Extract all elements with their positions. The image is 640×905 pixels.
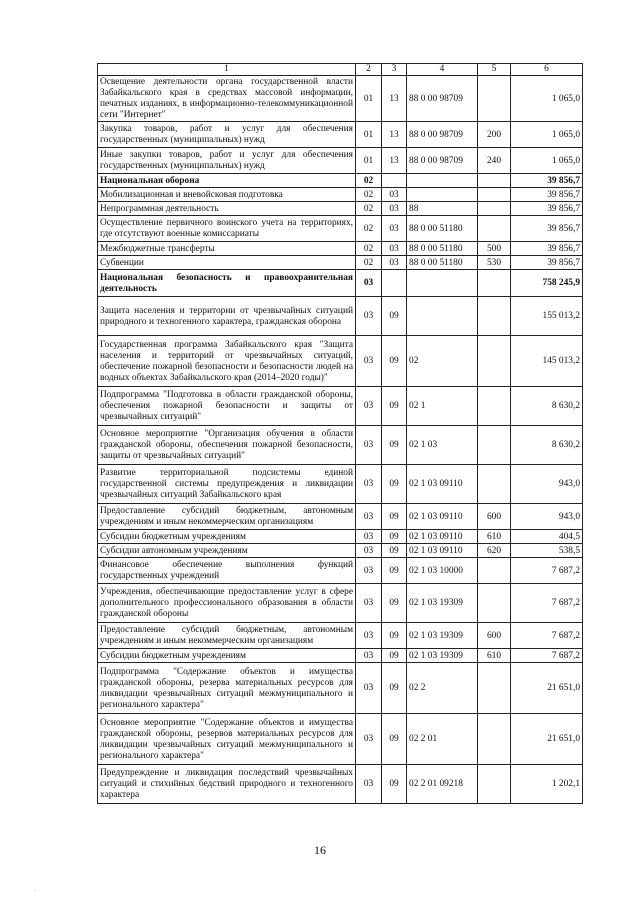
row-target-article-cell: 88 0 00 51180	[407, 256, 478, 270]
row-section-cell: 03	[356, 765, 382, 804]
row-name-cell: Субсидии автономным учреждениям	[98, 544, 356, 558]
table-row	[98, 465, 583, 504]
row-name-cell: Субвенции	[98, 256, 356, 270]
table-row	[98, 336, 583, 387]
table-row	[98, 270, 583, 297]
table-row	[98, 122, 583, 148]
row-subsection-cell	[382, 174, 407, 188]
row-section-cell: 03	[356, 663, 382, 714]
table-row	[98, 663, 583, 714]
row-target-article-cell	[407, 270, 478, 297]
row-name-cell: Подпрограмма "Содержание объектов и имущества гражданской обороны, резерва материальных ресурсов для ликвидации чрезвычайных ситуаций межмуниципального и регионального характера"	[98, 663, 356, 714]
row-section-cell: 03	[356, 649, 382, 663]
row-section-cell: 02	[356, 188, 382, 202]
row-amount-cell: 39 856,7	[511, 188, 583, 202]
row-section-cell: 03	[356, 297, 382, 336]
row-subsection-cell: 09	[382, 558, 407, 584]
row-target-article-cell: 02 1 03 10000	[407, 558, 478, 584]
row-section-cell: 01	[356, 76, 382, 122]
row-expense-type-cell: 600	[478, 623, 511, 649]
table-row	[98, 242, 583, 256]
header-cell-1: 1	[98, 64, 356, 76]
row-amount-cell: 7 687,2	[511, 623, 583, 649]
table-header	[98, 64, 583, 76]
row-expense-type-cell: 200	[478, 122, 511, 148]
row-expense-type-cell	[478, 663, 511, 714]
header-cell-6: 6	[511, 64, 583, 76]
row-section-cell: 03	[356, 544, 382, 558]
row-section-cell: 03	[356, 387, 382, 426]
row-expense-type-cell	[478, 714, 511, 765]
row-target-article-cell: 02 1 03 09110	[407, 530, 478, 544]
row-subsection-cell: 13	[382, 148, 407, 174]
row-section-cell: 03	[356, 714, 382, 765]
row-target-article-cell: 88	[407, 202, 478, 216]
row-subsection-cell: 09	[382, 465, 407, 504]
row-name-cell: Защита населения и территории от чрезвычайных ситуаций природного и техногенного характера, гражданская оборона	[98, 297, 356, 336]
row-target-article-cell: 02 2	[407, 663, 478, 714]
row-subsection-cell: 03	[382, 256, 407, 270]
margin-mark: ·	[34, 888, 36, 894]
table-row	[98, 504, 583, 530]
header-cell-5: 5	[478, 64, 511, 76]
header-row	[98, 64, 583, 76]
row-name-cell: Закупка товаров, работ и услуг для обеспечения государственных (муниципальных) нужд	[98, 122, 356, 148]
row-expense-type-cell: 610	[478, 649, 511, 663]
table-row	[98, 530, 583, 544]
row-section-cell: 03	[356, 584, 382, 623]
row-subsection-cell: 09	[382, 530, 407, 544]
row-expense-type-cell: 500	[478, 242, 511, 256]
row-amount-cell: 145 013,2	[511, 336, 583, 387]
table-row	[98, 148, 583, 174]
row-subsection-cell: 03	[382, 202, 407, 216]
row-section-cell: 02	[356, 202, 382, 216]
row-subsection-cell: 09	[382, 714, 407, 765]
row-name-cell: Освещение деятельности органа государственной власти Забайкальского края в средствах массовой информации, печатных изданиях, в информационно-телекоммуникационной сети "Интернет"	[98, 76, 356, 122]
row-expense-type-cell	[478, 387, 511, 426]
row-amount-cell: 1 065,0	[511, 76, 583, 122]
row-section-cell: 02	[356, 216, 382, 242]
table-row	[98, 558, 583, 584]
row-subsection-cell: 09	[382, 297, 407, 336]
row-amount-cell: 7 687,2	[511, 649, 583, 663]
row-subsection-cell: 13	[382, 76, 407, 122]
row-section-cell: 03	[356, 504, 382, 530]
row-target-article-cell	[407, 174, 478, 188]
table-row	[98, 188, 583, 202]
row-amount-cell: 538,5	[511, 544, 583, 558]
row-amount-cell: 39 856,7	[511, 174, 583, 188]
row-amount-cell: 39 856,7	[511, 216, 583, 242]
row-subsection-cell: 09	[382, 649, 407, 663]
row-target-article-cell: 02 1 03 19309	[407, 623, 478, 649]
row-expense-type-cell: 620	[478, 544, 511, 558]
row-section-cell: 01	[356, 148, 382, 174]
row-name-cell: Национальная оборона	[98, 174, 356, 188]
header-cell-4: 4	[407, 64, 478, 76]
row-target-article-cell: 02 1	[407, 387, 478, 426]
row-amount-cell: 8 630,2	[511, 426, 583, 465]
row-target-article-cell: 02	[407, 336, 478, 387]
row-amount-cell: 39 856,7	[511, 202, 583, 216]
table-row	[98, 256, 583, 270]
header-cell-3: 3	[382, 64, 407, 76]
row-expense-type-cell	[478, 297, 511, 336]
row-expense-type-cell	[478, 270, 511, 297]
row-expense-type-cell	[478, 174, 511, 188]
row-amount-cell: 155 013,2	[511, 297, 583, 336]
row-expense-type-cell: 240	[478, 148, 511, 174]
table-row	[98, 297, 583, 336]
row-target-article-cell: 88 0 00 51180	[407, 216, 478, 242]
row-name-cell: Предупреждение и ликвидация последствий чрезвычайных ситуаций и стихийных бедствий природного и техногенного характера	[98, 765, 356, 804]
row-subsection-cell: 09	[382, 504, 407, 530]
row-subsection-cell: 09	[382, 336, 407, 387]
row-name-cell: Развитие территориальной подсистемы единой государственной системы предупреждения и ликвидации чрезвычайных ситуаций Забайкальского края	[98, 465, 356, 504]
table-row	[98, 426, 583, 465]
row-target-article-cell	[407, 297, 478, 336]
row-section-cell: 02	[356, 174, 382, 188]
row-name-cell: Непрограммная деятельность	[98, 202, 356, 216]
row-target-article-cell: 02 2 01 09218	[407, 765, 478, 804]
row-name-cell: Осуществление первичного воинского учета на территориях, где отсутствуют военные комиссариаты	[98, 216, 356, 242]
row-target-article-cell: 02 1 03	[407, 426, 478, 465]
row-expense-type-cell	[478, 202, 511, 216]
row-amount-cell: 21 651,0	[511, 663, 583, 714]
row-subsection-cell: 09	[382, 584, 407, 623]
table-row	[98, 765, 583, 804]
row-expense-type-cell	[478, 216, 511, 242]
row-subsection-cell: 03	[382, 216, 407, 242]
row-amount-cell: 7 687,2	[511, 558, 583, 584]
header-cell-2: 2	[356, 64, 382, 76]
row-name-cell: Финансовое обеспечение выполнения функций государственных учреждений	[98, 558, 356, 584]
row-amount-cell: 39 856,7	[511, 242, 583, 256]
row-expense-type-cell	[478, 76, 511, 122]
table-row	[98, 544, 583, 558]
row-subsection-cell: 09	[382, 623, 407, 649]
row-subsection-cell: 09	[382, 544, 407, 558]
row-amount-cell: 1 065,0	[511, 148, 583, 174]
row-target-article-cell: 88 0 00 51180	[407, 242, 478, 256]
row-section-cell: 03	[356, 465, 382, 504]
row-subsection-cell: 09	[382, 663, 407, 714]
row-name-cell: Межбюджетные трансферты	[98, 242, 356, 256]
table-row	[98, 584, 583, 623]
row-target-article-cell: 02 2 01	[407, 714, 478, 765]
row-subsection-cell: 03	[382, 188, 407, 202]
row-section-cell: 03	[356, 336, 382, 387]
row-amount-cell: 943,0	[511, 504, 583, 530]
table-row	[98, 714, 583, 765]
row-amount-cell: 1 202,1	[511, 765, 583, 804]
row-section-cell: 03	[356, 530, 382, 544]
row-name-cell: Подпрограмма "Подготовка в области гражданской обороны, обеспечения пожарной безопасности и защиты от чрезвычайных ситуаций"	[98, 387, 356, 426]
row-amount-cell: 1 065,0	[511, 122, 583, 148]
row-name-cell: Иные закупки товаров, работ и услуг для обеспечения государственных (муниципальных) нужд	[98, 148, 356, 174]
table-row	[98, 387, 583, 426]
row-expense-type-cell: 610	[478, 530, 511, 544]
row-target-article-cell: 88 0 00 98709	[407, 76, 478, 122]
row-target-article-cell: 02 1 03 19309	[407, 584, 478, 623]
row-subsection-cell: 13	[382, 122, 407, 148]
row-section-cell: 03	[356, 623, 382, 649]
row-subsection-cell: 09	[382, 387, 407, 426]
row-section-cell: 03	[356, 426, 382, 465]
row-amount-cell: 7 687,2	[511, 584, 583, 623]
row-amount-cell: 39 856,7	[511, 256, 583, 270]
row-target-article-cell: 02 1 03 19309	[407, 649, 478, 663]
row-name-cell: Субсидии бюджетным учреждениям	[98, 649, 356, 663]
row-subsection-cell	[382, 270, 407, 297]
row-expense-type-cell	[478, 584, 511, 623]
row-expense-type-cell: 600	[478, 504, 511, 530]
row-amount-cell: 404,5	[511, 530, 583, 544]
row-target-article-cell: 02 1 03 09110	[407, 544, 478, 558]
row-name-cell: Государственная программа Забайкальского края "Защита населения и территорий от чрезвычайных ситуаций, обеспечение пожарной безопасности и безопасности людей на водных объектах Забайкальского края (2014–2020 годы)"	[98, 336, 356, 387]
table-row	[98, 649, 583, 663]
row-amount-cell: 8 630,2	[511, 387, 583, 426]
row-subsection-cell: 03	[382, 242, 407, 256]
row-expense-type-cell	[478, 188, 511, 202]
row-section-cell: 03	[356, 270, 382, 297]
row-name-cell: Национальная безопасность и правоохранительная деятельность	[98, 270, 356, 297]
row-name-cell: Мобилизационная и вневойсковая подготовка	[98, 188, 356, 202]
row-target-article-cell: 88 0 00 98709	[407, 148, 478, 174]
table-row	[98, 202, 583, 216]
table-row	[98, 76, 583, 122]
row-subsection-cell: 09	[382, 765, 407, 804]
row-name-cell: Основное мероприятие "Содержание объектов и имущества гражданской обороны, резервов материальных ресурсов для ликвидации чрезвычайных ситуаций межмуниципального и регионального характера"	[98, 714, 356, 765]
row-name-cell: Основное мероприятие "Организация обучения в области гражданской обороны, обеспечения пожарной безопасности, защиты от чрезвычайных ситуаций"	[98, 426, 356, 465]
row-expense-type-cell: 530	[478, 256, 511, 270]
row-expense-type-cell	[478, 336, 511, 387]
row-target-article-cell: 02 1 03 09110	[407, 465, 478, 504]
row-name-cell: Учреждения, обеспечивающие предоставление услуг в сфере дополнительного профессионального образования в области гражданской обороны	[98, 584, 356, 623]
table-row	[98, 174, 583, 188]
row-section-cell: 02	[356, 242, 382, 256]
page-number: 16	[314, 843, 326, 857]
row-section-cell: 02	[356, 256, 382, 270]
row-amount-cell: 758 245,9	[511, 270, 583, 297]
budget-table	[97, 63, 583, 804]
row-amount-cell: 943,0	[511, 465, 583, 504]
table-row	[98, 623, 583, 649]
table-body	[98, 76, 583, 804]
row-section-cell: 03	[356, 558, 382, 584]
row-expense-type-cell	[478, 465, 511, 504]
row-target-article-cell	[407, 188, 478, 202]
row-section-cell: 01	[356, 122, 382, 148]
row-name-cell: Предоставление субсидий бюджетным, автономным учреждениям и иным некоммерческим организациям	[98, 504, 356, 530]
row-expense-type-cell	[478, 765, 511, 804]
row-expense-type-cell	[478, 426, 511, 465]
row-target-article-cell: 02 1 03 09110	[407, 504, 478, 530]
row-target-article-cell: 88 0 00 98709	[407, 122, 478, 148]
row-amount-cell: 21 651,0	[511, 714, 583, 765]
table-row	[98, 216, 583, 242]
row-name-cell: Предоставление субсидий бюджетным, автономным учреждениям и иным некоммерческим организациям	[98, 623, 356, 649]
row-name-cell: Субсидии бюджетным учреждениям	[98, 530, 356, 544]
row-expense-type-cell	[478, 558, 511, 584]
row-subsection-cell: 09	[382, 426, 407, 465]
